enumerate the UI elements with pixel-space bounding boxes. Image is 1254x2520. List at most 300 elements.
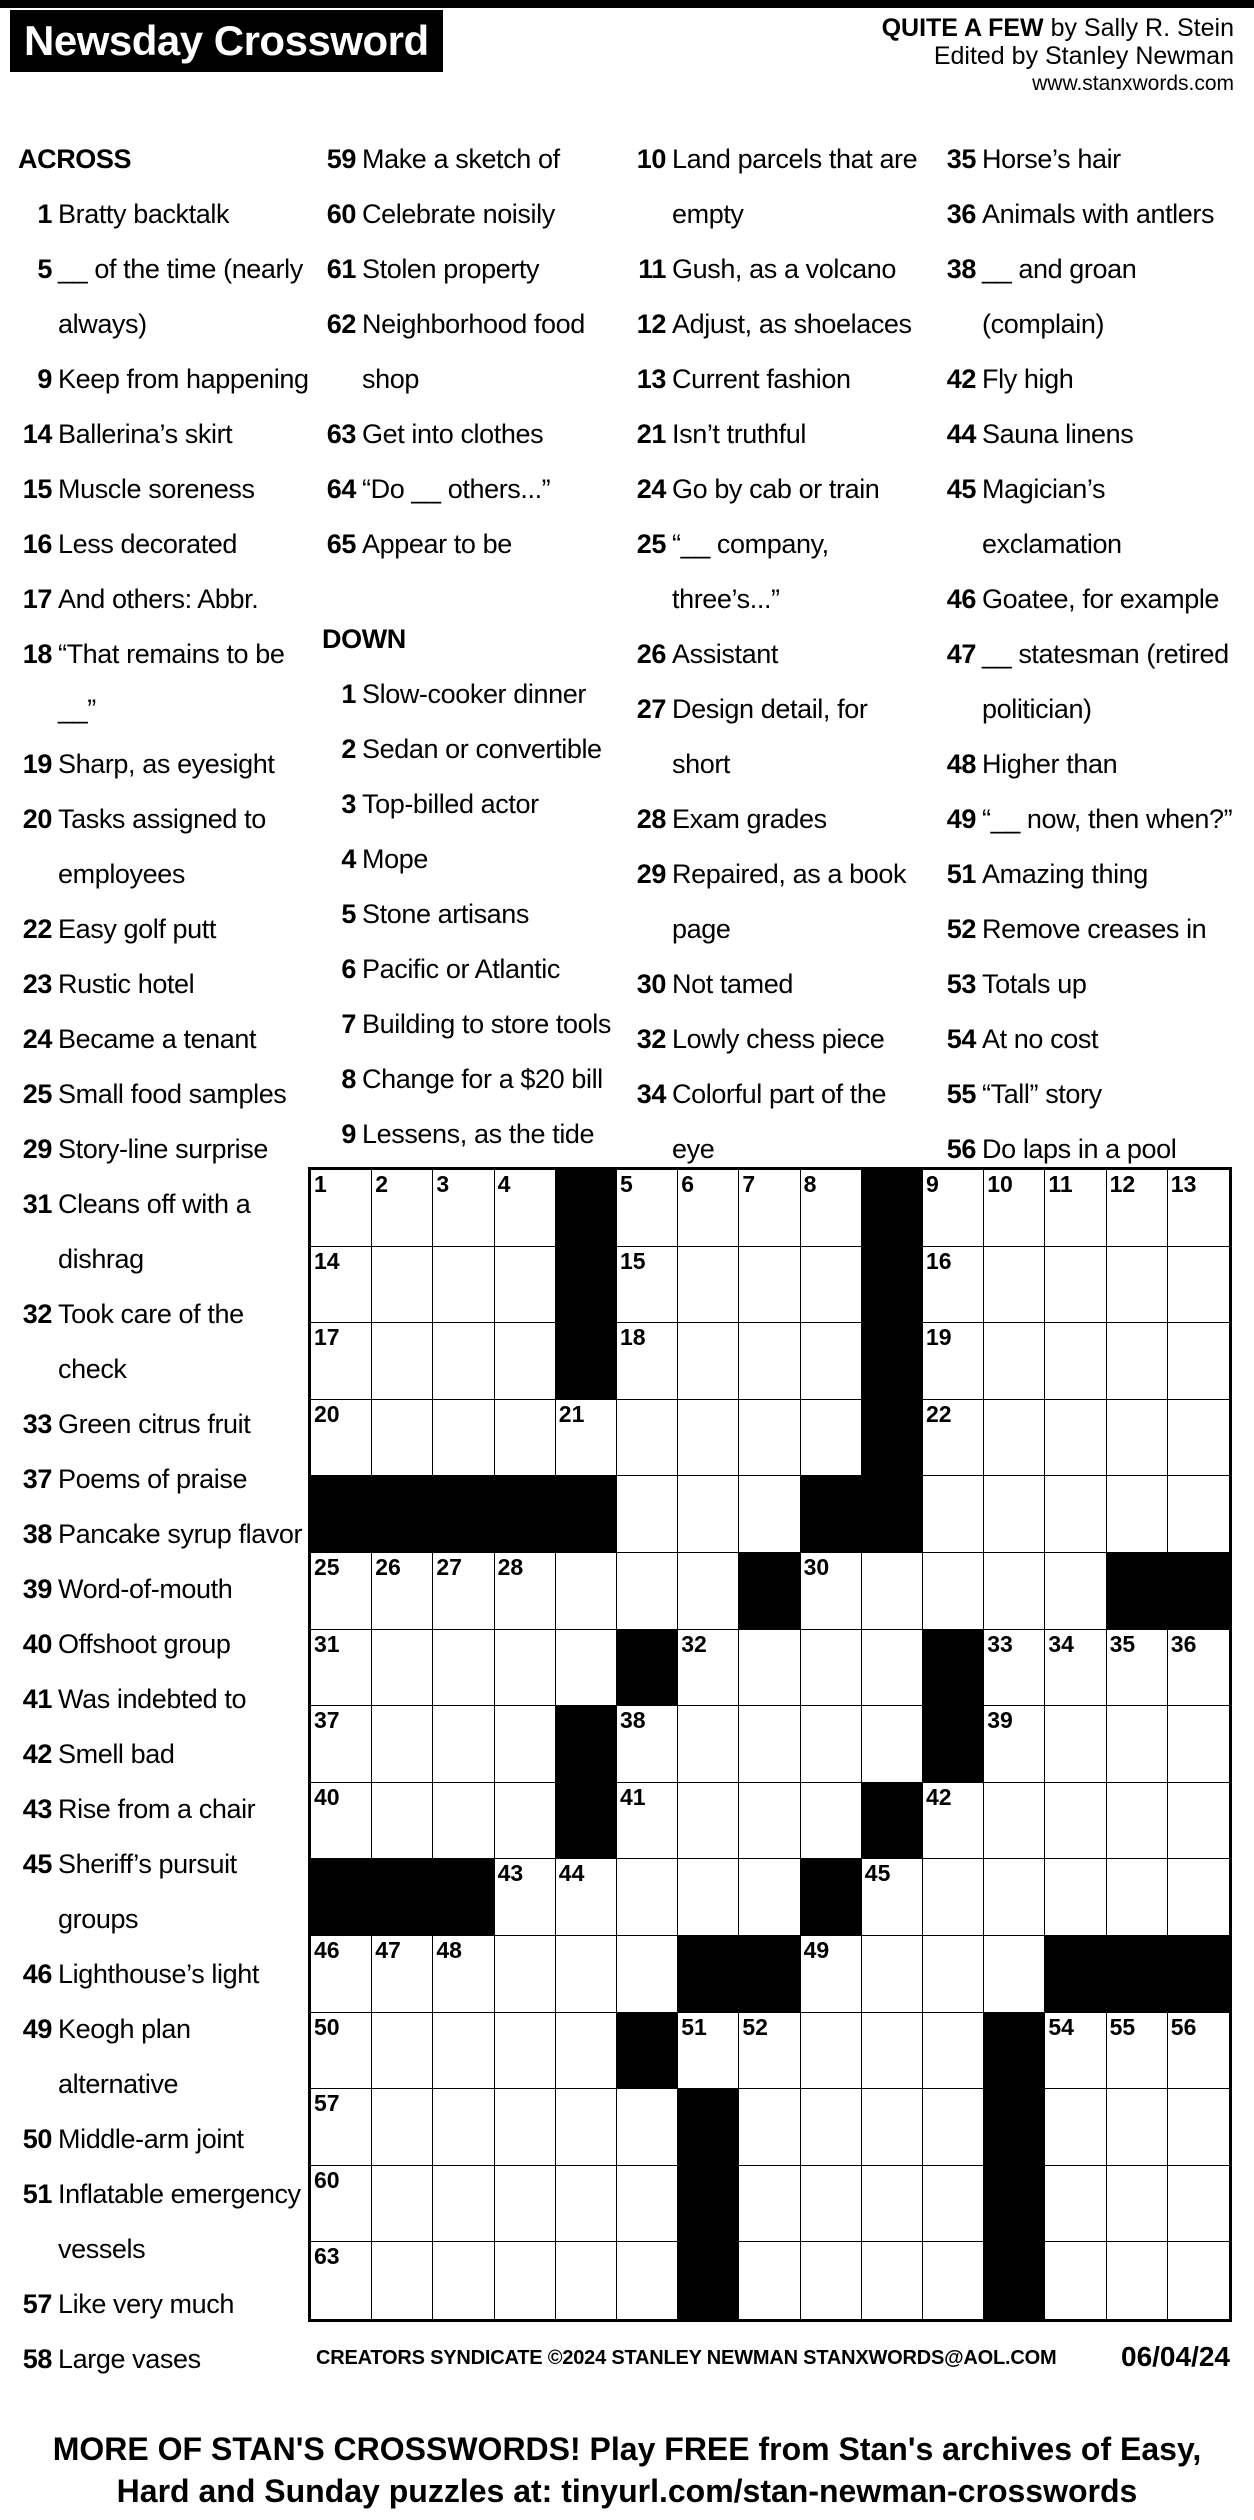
across-clue-51[interactable] [14,2167,314,2277]
grid-cell[interactable] [678,1247,739,1324]
grid-cell[interactable] [372,1323,433,1400]
grid-cell[interactable] [1107,1859,1168,1936]
clue-column-1 [14,132,314,2387]
down-clue-7[interactable] [318,997,618,1052]
across-clue-29[interactable] [14,1122,314,1177]
down-clue-25[interactable] [628,517,928,627]
grid-cell[interactable] [923,1400,984,1477]
down-clue-3[interactable] [318,777,618,832]
grid-cell[interactable] [1107,1476,1168,1553]
grid-cell[interactable] [372,2089,433,2166]
clue-text: Cleans off with a dishrag [58,1189,251,1274]
down-clue-9[interactable] [318,1107,618,1162]
grid-cell[interactable] [923,1170,984,1247]
grid-cell[interactable] [862,1706,923,1783]
grid-cell[interactable] [311,1706,372,1783]
across-clue-31[interactable] [14,1177,314,1287]
down-clue-34[interactable] [628,1067,928,1177]
down-clue-1[interactable] [318,667,618,722]
grid-cell[interactable] [739,1476,800,1553]
grid-cell[interactable] [801,1247,862,1324]
grid-cell[interactable] [1045,1630,1106,1707]
grid-cell[interactable] [862,1630,923,1707]
grid-cell[interactable] [495,1247,556,1324]
across-clue-16[interactable] [14,517,314,572]
grid-cell[interactable] [739,1400,800,1477]
grid-cell[interactable] [739,1783,800,1860]
grid-cell[interactable] [801,1323,862,1400]
across-clue-59[interactable] [318,132,618,187]
clue-text: Assistant [672,639,778,669]
black-square [372,1476,433,1553]
down-clue-52[interactable] [938,902,1248,957]
across-clue-25[interactable] [14,1067,314,1122]
clue-text: At no cost [982,1024,1099,1054]
grid-cell[interactable] [1168,2013,1229,2090]
grid-cell[interactable] [433,1323,494,1400]
grid-cell[interactable] [495,1553,556,1630]
clue-text: Story-line surprise [58,1134,268,1164]
down-clue-45[interactable] [938,462,1248,572]
grid-cell[interactable] [1168,1247,1229,1324]
across-clue-18[interactable] [14,627,314,737]
grid-cell[interactable] [678,1553,739,1630]
grid-cell[interactable] [739,2242,800,2319]
grid-cell[interactable] [617,1936,678,2013]
grid-cell[interactable] [923,1936,984,2013]
down-clue-4[interactable] [318,832,618,887]
across-clue-46[interactable] [14,1947,314,2002]
grid-cell[interactable] [801,1783,862,1860]
across-clue-61[interactable] [318,242,618,297]
clue-number: 16 [22,529,52,559]
black-square [862,1400,923,1477]
across-clue-41[interactable] [14,1672,314,1727]
black-square [311,1476,372,1553]
across-clue-43[interactable] [14,1782,314,1837]
grid-cell[interactable] [1168,1400,1229,1477]
down-clue-32[interactable] [628,1012,928,1067]
grid-cell[interactable] [1045,1170,1106,1247]
grid-cell[interactable] [923,2166,984,2243]
grid-cell[interactable] [617,1706,678,1783]
across-clue-5[interactable] [14,242,314,352]
grid-cell[interactable] [372,1936,433,2013]
grid-cell[interactable] [311,1936,372,2013]
grid-cell[interactable] [801,2242,862,2319]
grid-cell[interactable] [433,1630,494,1707]
grid-cell[interactable] [1168,1630,1229,1707]
across-clue-62[interactable] [318,297,618,407]
grid-cell[interactable] [1168,2089,1229,2166]
down-clue-5[interactable] [318,887,618,942]
grid-cell[interactable] [311,1630,372,1707]
grid-cell[interactable] [678,1323,739,1400]
grid-cell[interactable] [678,2013,739,2090]
grid-cell[interactable] [862,2013,923,2090]
clue-number: 12 [636,309,666,339]
grid-cell[interactable] [617,1783,678,1860]
across-clue-14[interactable] [14,407,314,462]
grid-cell[interactable] [617,1170,678,1247]
black-square [739,1936,800,2013]
grid-cell[interactable] [984,1247,1045,1324]
grid-cell[interactable] [495,1936,556,2013]
grid-cell[interactable] [433,2089,494,2166]
grid-cell[interactable] [311,1323,372,1400]
grid-cell[interactable] [984,1323,1045,1400]
grid-cell[interactable] [556,2166,617,2243]
down-clue-12[interactable] [628,297,928,352]
cell-number: 37 [314,1707,340,1734]
down-clue-8[interactable] [318,1052,618,1107]
grid-cell[interactable] [433,1170,494,1247]
grid-cell[interactable] [801,1170,862,1247]
grid-cell[interactable] [311,1247,372,1324]
grid-cell[interactable] [1045,1859,1106,1936]
down-clue-24[interactable] [628,462,928,517]
down-clue-10[interactable] [628,132,928,242]
grid-cell[interactable] [617,1553,678,1630]
down-clue-42[interactable] [938,352,1248,407]
grid-cell[interactable] [739,1247,800,1324]
cell-number: 44 [558,1860,585,1887]
across-clue-17[interactable] [14,572,314,627]
grid-cell[interactable] [678,1400,739,1477]
down-clue-55[interactable] [938,1067,1248,1122]
grid-cell[interactable] [433,1783,494,1860]
grid-cell[interactable] [495,1400,556,1477]
grid-cell[interactable] [923,2089,984,2166]
clue-text: Repaired, as a book page [672,859,907,944]
grid-cell[interactable] [801,1400,862,1477]
grid-cell[interactable] [617,2166,678,2243]
down-clue-36[interactable] [938,187,1248,242]
grid-cell[interactable] [1107,2013,1168,2090]
across-clue-42[interactable] [14,1727,314,1782]
down-clue-11[interactable] [628,242,928,297]
down-clue-38[interactable] [938,242,1248,352]
down-clue-35[interactable] [938,132,1248,187]
across-clue-19[interactable] [14,737,314,792]
grid-cell[interactable] [1045,1553,1106,1630]
clue-text: Make a sketch of [362,144,560,174]
grid-cell[interactable] [801,1706,862,1783]
down-clue-46[interactable] [938,572,1248,627]
grid-cell[interactable] [433,1400,494,1477]
grid-cell[interactable] [1168,1859,1229,1936]
grid-cell[interactable] [923,1247,984,1324]
clue-number: 34 [636,1079,666,1109]
down-clue-49[interactable] [938,792,1248,847]
grid-cell[interactable] [311,1783,372,1860]
grid-cell[interactable] [739,1706,800,1783]
grid-cell[interactable] [617,2242,678,2319]
grid-cell[interactable] [556,1859,617,1936]
grid-cell[interactable] [1045,1323,1106,1400]
grid-cell[interactable] [495,2166,556,2243]
grid-cell[interactable] [678,1859,739,1936]
grid-cell[interactable] [556,1630,617,1707]
grid-cell[interactable] [495,2089,556,2166]
grid-cell[interactable] [1107,2166,1168,2243]
grid-cell[interactable] [862,1936,923,2013]
grid-cell[interactable] [923,1783,984,1860]
across-clue-49[interactable] [14,2002,314,2112]
clue-text: Less decorated [58,529,238,559]
down-clue-53[interactable] [938,957,1248,1012]
grid-cell[interactable] [984,1706,1045,1783]
clue-text: Adjust, as shoelaces [672,309,912,339]
across-clue-20[interactable] [14,792,314,902]
grid-cell[interactable] [739,2013,800,2090]
grid-cell[interactable] [1168,1170,1229,1247]
grid-cell[interactable] [984,1936,1045,2013]
cell-number: 51 [681,2013,707,2040]
grid-cell[interactable] [617,1247,678,1324]
across-clue-33[interactable] [14,1397,314,1452]
clue-number: 39 [22,1574,52,1604]
grid-cell[interactable] [495,1859,556,1936]
clue-text: Keogh plan alternative [58,2014,191,2099]
grid-cell[interactable] [984,1400,1045,1477]
down-clue-28[interactable] [628,792,928,847]
grid-cell[interactable] [372,1706,433,1783]
grid-cell[interactable] [556,1400,617,1477]
grid-cell[interactable] [1107,1630,1168,1707]
grid-cell[interactable] [801,2013,862,2090]
grid-cell[interactable] [678,1476,739,1553]
grid-cell[interactable] [372,1400,433,1477]
down-clue-26[interactable] [628,627,928,682]
grid-cell[interactable] [801,1553,862,1630]
across-clue-39[interactable] [14,1562,314,1617]
grid-cell[interactable] [984,1170,1045,1247]
grid-cell[interactable] [923,1476,984,1553]
grid-cell[interactable] [1107,1783,1168,1860]
grid-cell[interactable] [923,1553,984,1630]
grid-cell[interactable] [862,2089,923,2166]
grid-cell[interactable] [311,1170,372,1247]
grid-cell[interactable] [556,1553,617,1630]
cell-number: 49 [803,1936,830,1963]
grid-cell[interactable] [556,1936,617,2013]
grid-cell[interactable] [1045,2089,1106,2166]
grid-cell[interactable] [495,2013,556,2090]
grid-cell[interactable] [433,1247,494,1324]
grid-cell[interactable] [617,1476,678,1553]
grid-cell[interactable] [739,2089,800,2166]
grid-cell[interactable] [556,2013,617,2090]
down-clue-30[interactable] [628,957,928,1012]
grid-cell[interactable] [1107,1247,1168,1324]
grid-cell[interactable] [1045,2166,1106,2243]
across-clue-45[interactable] [14,1837,314,1947]
across-clue-57[interactable] [14,2277,314,2332]
grid-cell[interactable] [372,2013,433,2090]
grid-cell[interactable] [1168,1783,1229,1860]
cell-number: 50 [314,2013,340,2040]
grid-cell[interactable] [617,1400,678,1477]
grid-cell[interactable] [739,2166,800,2243]
grid-cell[interactable] [1168,1323,1229,1400]
grid-cell[interactable] [1045,1783,1106,1860]
grid-cell[interactable] [862,2166,923,2243]
grid-cell[interactable] [1107,1400,1168,1477]
grid-cell[interactable] [1107,1323,1168,1400]
grid-cell[interactable] [801,2166,862,2243]
grid-cell[interactable] [433,2242,494,2319]
grid-cell[interactable] [862,1553,923,1630]
down-clue-44[interactable] [938,407,1248,462]
down-clue-51[interactable] [938,847,1248,902]
grid-cell[interactable] [433,2166,494,2243]
across-clue-63[interactable] [318,407,618,462]
across-clue-50[interactable] [14,2112,314,2167]
down-clue-13[interactable] [628,352,928,407]
grid-cell[interactable] [862,1859,923,1936]
grid-cell[interactable] [801,1936,862,2013]
grid-cell[interactable] [433,2013,494,2090]
grid-cell[interactable] [984,1783,1045,1860]
grid-cell[interactable] [801,2089,862,2166]
grid-cell[interactable] [433,1706,494,1783]
grid-cell[interactable] [372,1170,433,1247]
grid-cell[interactable] [372,2166,433,2243]
across-clue-22[interactable] [14,902,314,957]
grid-cell[interactable] [1045,2013,1106,2090]
across-clue-15[interactable] [14,462,314,517]
grid-cell[interactable] [311,2166,372,2243]
across-clue-23[interactable] [14,957,314,1012]
grid-cell[interactable] [984,1476,1045,1553]
clue-text: Building to store tools [362,1009,611,1039]
grid-cell[interactable] [556,2089,617,2166]
down-clue-48[interactable] [938,737,1248,792]
down-clue-54[interactable] [938,1012,1248,1067]
grid-cell[interactable] [433,1553,494,1630]
grid-cell[interactable] [984,1859,1045,1936]
grid-cell[interactable] [1045,2242,1106,2319]
across-clue-9[interactable] [14,352,314,407]
cell-number: 5 [620,1171,633,1197]
grid-cell[interactable] [311,1400,372,1477]
grid-cell[interactable] [372,1783,433,1860]
grid-cell[interactable] [372,2242,433,2319]
across-clue-64[interactable] [318,462,618,517]
across-clue-40[interactable] [14,1617,314,1672]
grid-cell[interactable] [495,2242,556,2319]
across-clue-60[interactable] [318,187,618,242]
grid-cell[interactable] [372,1247,433,1324]
grid-cell[interactable] [1168,2242,1229,2319]
grid-cell[interactable] [495,1630,556,1707]
byline [882,14,1234,98]
down-clue-6[interactable] [318,942,618,997]
across-clue-65[interactable] [318,517,618,572]
grid-cell[interactable] [739,1630,800,1707]
grid-cell[interactable] [1107,2242,1168,2319]
across-clue-58[interactable] [14,2332,314,2387]
grid-cell[interactable] [1045,1476,1106,1553]
down-clue-21[interactable] [628,407,928,462]
black-square [801,1476,862,1553]
grid-cell[interactable] [1168,1706,1229,1783]
grid-cell[interactable] [617,1323,678,1400]
grid-cell[interactable] [984,1630,1045,1707]
black-square [1045,1936,1106,2013]
across-clue-32[interactable] [14,1287,314,1397]
puzzle-date: 06/04/24 [1121,2341,1230,2372]
clue-text: Sauna linens [982,419,1134,449]
clue-number: 8 [341,1064,356,1094]
grid-cell[interactable] [311,2089,372,2166]
clue-text: Mope [362,844,428,874]
down-clue-27[interactable] [628,682,928,792]
grid-cell[interactable] [495,1706,556,1783]
grid-cell[interactable] [495,1170,556,1247]
grid-cell[interactable] [678,1706,739,1783]
grid-cell[interactable] [923,1323,984,1400]
grid-cell[interactable] [495,1323,556,1400]
across-clue-1[interactable] [14,187,314,242]
clue-text: Rustic hotel [58,969,195,999]
grid-cell[interactable] [923,1859,984,1936]
grid-cell[interactable] [678,1630,739,1707]
grid-cell[interactable] [739,1170,800,1247]
grid-cell[interactable] [311,2013,372,2090]
grid-cell[interactable] [1107,1170,1168,1247]
black-square [556,1706,617,1783]
grid-cell[interactable] [1107,2089,1168,2166]
grid-cell[interactable] [433,1936,494,2013]
cell-number: 8 [803,1171,817,1197]
grid-cell[interactable] [1045,1706,1106,1783]
clue-number: 20 [22,804,52,834]
across-clue-37[interactable] [14,1452,314,1507]
grid-cell[interactable] [1107,1706,1168,1783]
grid-cell[interactable] [801,1630,862,1707]
grid-cell[interactable] [678,1170,739,1247]
clue-text: “__ company, three’s...” [672,529,829,614]
grid-cell[interactable] [556,2242,617,2319]
grid-cell[interactable] [739,1323,800,1400]
grid-cell[interactable] [372,1553,433,1630]
down-clue-29[interactable] [628,847,928,957]
grid-cell[interactable] [739,1859,800,1936]
across-clue-24[interactable] [14,1012,314,1067]
cell-number: 38 [620,1707,646,1734]
grid-cell[interactable] [311,2242,372,2319]
grid-cell[interactable] [1168,1476,1229,1553]
grid-cell[interactable] [1168,2166,1229,2243]
grid-cell[interactable] [923,2013,984,2090]
grid-cell[interactable] [495,1783,556,1860]
grid-cell[interactable] [311,1553,372,1630]
grid-cell[interactable] [1045,1400,1106,1477]
grid-cell[interactable] [678,1783,739,1860]
down-clue-2[interactable] [318,722,618,777]
grid-cell[interactable] [372,1630,433,1707]
grid-cell[interactable] [617,1859,678,1936]
grid-cell[interactable] [617,2089,678,2166]
grid-cell[interactable] [984,1553,1045,1630]
grid-cell[interactable] [862,2242,923,2319]
grid-cell[interactable] [923,2242,984,2319]
down-clue-47[interactable] [938,627,1248,737]
across-clue-38[interactable] [14,1507,314,1562]
grid-cell[interactable] [1045,1247,1106,1324]
